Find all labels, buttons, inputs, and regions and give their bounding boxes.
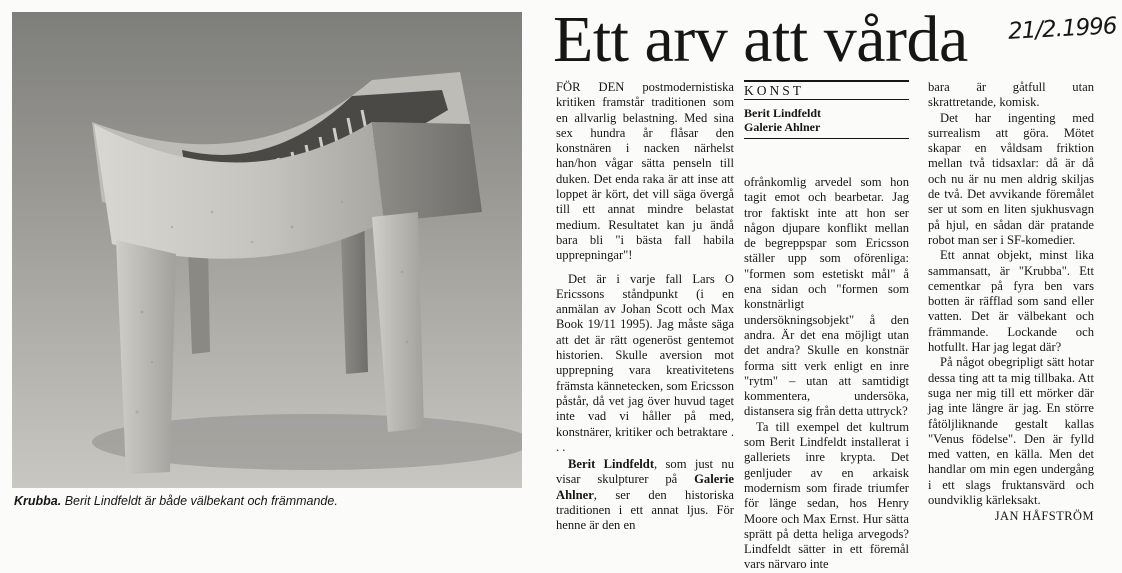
paragraph: ofrånkomlig arvedel som hon tagit emot och bearbetar. Jag tror faktiskt inte att hon ser någon djupare konflikt mellan de begreppspar som Ericsson ställer upp som oförenliga: "formen som estetiskt mål" å ena sidan och "formen som konstnärligt undersökningsobjekt" å den andra. Är det ena möjligt utan det andra? Skulle en konstnär forma sitt verk enligt en inre "rytm" – utan att samtidigt kommentera, undersöka, distansera sig från detta uttryck?: [744, 175, 909, 419]
paragraph: Det är i varje fall Lars O Ericssons ståndpunkt (i en anmälan av Johan Scott och Max Book 19/11 1995). Jag måste säga att det är rätt ogeneröst gentemot historien. Skulle aversion mot upprepning vara kreativitetens främsta kännetecken, som Ericsson påstår, då vet jag över huvud taget inte vad vi håller på med, konstnärer, kritiker och betraktare . . .: [556, 271, 734, 454]
paragraph: På något obegripligt sätt hotar dessa ting att ta mig tillbaka. Att suga ner mig till ett mörker där jag inte längre är jag. En större fåtöljliknande gestalt kallas "Venus födelse". Den är fylld med vatten, en källa. Men det handlar om min egen undergång i ett slags fruktansvärd och oundviklig kärleksakt.: [928, 355, 1094, 508]
article-column-1: [556, 80, 734, 534]
byline-gallery: Galerie Ahlner: [744, 120, 821, 134]
paragraph: FÖR DEN postmodernistiska kritiken framstår traditionen som en allvarlig belastning. Med sina sex hundra år flåsar den konstnären i nacken närhelst han/hon vågar sätta penseln till duken. Det enda raka är att inse att loppet är kört, det vill säga övergå till ett annat mindre belastat medium. Resultatet kan ju ändå bara bli "i bästa fall habila upprepningar"!: [556, 80, 734, 263]
sculpture-photo: [12, 12, 522, 488]
article-column-3: [928, 80, 1094, 525]
handwritten-date: 21/2.1996: [1007, 13, 1118, 45]
paragraph-text: , ser den historiska traditionen i ett annat ljus. För henne är den en: [556, 487, 734, 533]
gallery-name: Galerie Ahlner: [556, 472, 734, 502]
section-label: KONST: [744, 80, 909, 100]
paragraph: Ett annat objekt, minst lika sammansatt, är "Krubba". Ett cementkar på fyra ben vars botten är räfflad som sand eller vatten. Det är välbekant och främmande. Lockande och hotfullt. Har jag legat där?: [928, 248, 1094, 355]
photo-caption: [14, 494, 524, 508]
article-headline: Ett arv att vårda: [553, 3, 968, 76]
paragraph: Ta till exempel det kultrum som Berit Lindfeldt installerat i galleriets inre krypta. Det genljuder av en arkaisk modernism som firade triumfer för länge sedan, hos Henry Moore och Max Ernst. Hur sätta sprätt på detta heliga arvegods? Lindfeldt sätter in ett föremål vars närvaro inte: [744, 419, 909, 572]
caption-text: Berit Lindfeldt är både välbekant och främmande.: [64, 494, 338, 508]
paragraph: [556, 457, 734, 533]
byline-artist: Berit Lindfeldt: [744, 106, 821, 120]
artist-name: Berit Lindfeldt: [568, 457, 655, 472]
paragraph-text: , som just nu visar skulpturer på: [556, 457, 734, 487]
author-signature: JAN HÅFSTRÖM: [994, 509, 1094, 524]
paragraph: bara är gåtfull utan skrattretande, komisk.: [928, 80, 1094, 110]
caption-label: Krubba.: [14, 494, 62, 508]
article-column-2: [744, 80, 909, 573]
byline-rule: [744, 134, 909, 139]
krubba-sculpture-image: [12, 12, 522, 488]
paragraph: Det har ingenting med surrealism att göra. Mötet skapar en våldsam friktion mellan två tidsaxlar: då är då och nu är nu men aldrig skiljas de två. Det avvikande föremålet ser ut som en liten sjukhusvagn på hjul, en sådan där pratande robot man ser i SF-komedier.: [928, 110, 1094, 247]
